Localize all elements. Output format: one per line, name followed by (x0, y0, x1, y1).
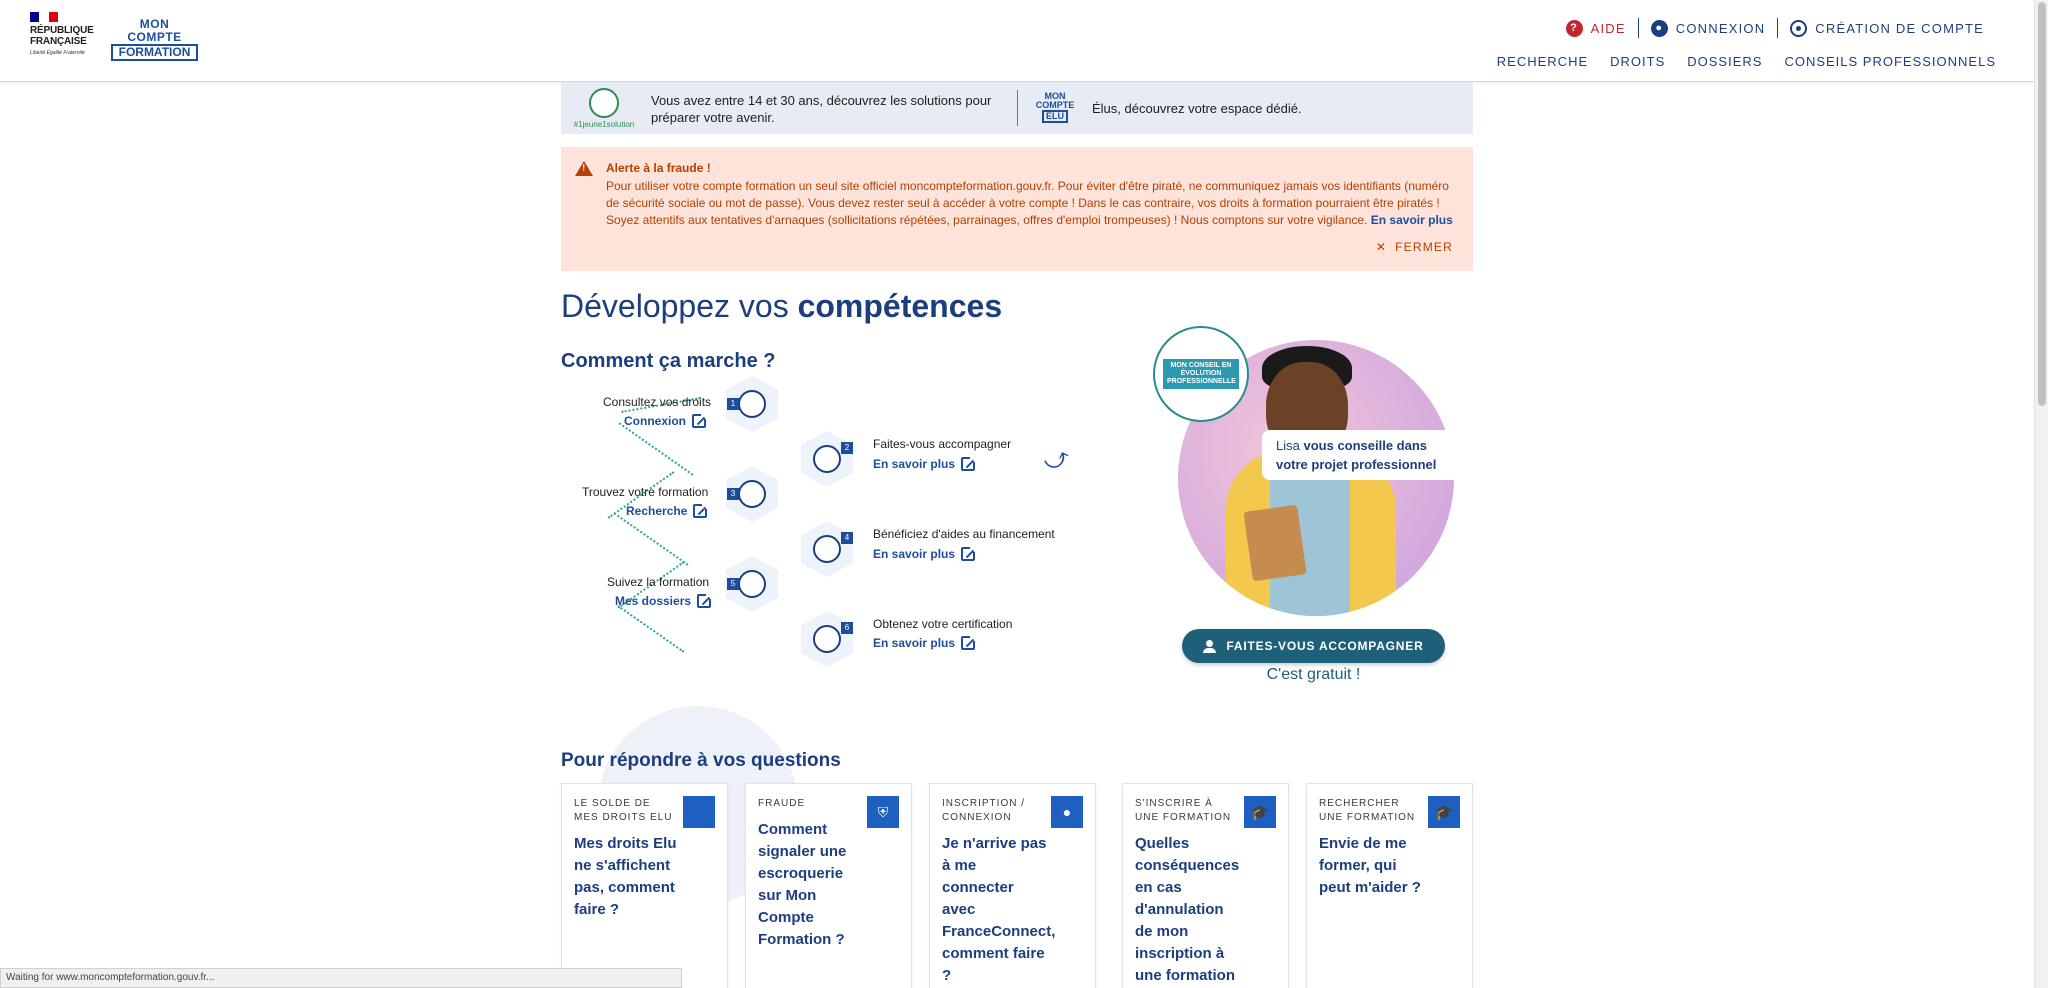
faites-vous-accompagner-button[interactable]: FAITES-VOUS ACCOMPAGNER (1182, 629, 1445, 663)
solde-icon (683, 796, 715, 828)
rf-motto: Liberté Égalité Fraternité (30, 50, 85, 56)
help-icon: ? (1566, 20, 1583, 37)
alert-body: Pour utiliser votre compte formation un seul site officiel moncompteformation.gouv.fr. Pour éviter d'être piraté, ne communiquez jamais vos identifiants (numéro de sécurité sociale ou mot de passe). Vous devez rester seul à accéder à votre compte ! Dans le cas contraire, vos droits à formation pourraient être piratés ! Soyez attentifs aux tentatives d'arnaques (sollicitations répétées, parrainages, offres d'emploi trompeuses) ! Nous comptons sur votre vigilance. En savoir plus (606, 179, 1453, 227)
1jeune1solution-logo[interactable]: #1jeune1solution (573, 88, 635, 129)
how-it-works-title: Comment ça marche ? (561, 350, 776, 372)
external-link-icon (961, 457, 975, 471)
step-4-label: Bénéficiez d'aides au financement (873, 527, 1055, 541)
page-scrollbar[interactable] (2034, 0, 2048, 988)
warning-icon (575, 161, 593, 176)
mon-compte-formation-logo[interactable]: MON COMPTE FORMATION (111, 18, 198, 62)
conseil-evolution-badge: MON CONSEIL EN ÉVOLUTION PROFESSIONNELLE (1153, 326, 1249, 422)
step-connector (614, 512, 689, 565)
external-link-icon (697, 594, 711, 608)
nav-recherche[interactable]: RECHERCHE (1496, 54, 1589, 69)
close-icon: ✕ (1375, 240, 1388, 254)
external-link-icon (961, 636, 975, 650)
step-4-icon (801, 521, 853, 577)
alert-learn-more-link[interactable]: En savoir plus (1370, 213, 1453, 227)
account-icon: ● (1651, 20, 1668, 37)
creation-compte-link[interactable]: CRÉATION DE COMPTE (1777, 18, 1996, 38)
step-connector (619, 422, 694, 475)
graduation-cap-icon: 🎓 (1244, 796, 1276, 828)
shield-icon: ⛨ (867, 796, 899, 828)
questions-title: Pour répondre à vos questions (561, 750, 841, 771)
rf-logo-text: RÉPUBLIQUE FRANÇAISE (30, 25, 94, 47)
faq-card[interactable]: S'INSCRIRE À UNE FORMATION Quelles conséquences en cas d'annulation de mon inscription à une formation 🎓 (1122, 783, 1289, 988)
step-4-link[interactable]: En savoir plus (873, 547, 975, 561)
external-link-icon (961, 547, 975, 561)
aide-link[interactable]: ? AIDE (1554, 18, 1638, 38)
scrollbar-thumb[interactable] (2038, 2, 2046, 406)
faq-card[interactable]: INSCRIPTION / CONNEXION Je n'arrive pas à me connecter avec FranceConnect, comment faire ? ● (929, 783, 1096, 988)
step-2-label: Faites-vous accompagner (873, 437, 1012, 451)
steps-diagram: 1 2 3 4 5 6 Consultez vos droits Connexion Faites-vous accompagner En savoir plus Trouvez votre formation Recherche Bénéficiez d'aides au financement En savoir plus Suivez la formation Mes dossiers Obtenez votre certification En savoir plus ⤻ (561, 376, 1101, 676)
external-link-icon (693, 504, 707, 518)
header-tools (1554, 18, 1996, 38)
step-2-icon (801, 431, 853, 487)
elu-banner-link[interactable]: Élus, découvrez votre espace dédié. (1092, 101, 1302, 116)
nav-conseils-professionnels[interactable]: CONSEILS PROFESSIONNELS (1784, 54, 1996, 69)
graduation-cap-icon: 🎓 (1428, 796, 1460, 828)
user-circle-icon (1790, 20, 1807, 37)
nav-droits[interactable]: DROITS (1610, 54, 1666, 69)
step-3-link[interactable]: Recherche (626, 504, 707, 518)
1jeune1solution-emblem-icon (589, 88, 619, 118)
fraud-alert (561, 147, 1473, 271)
alert-title: Alerte à la fraude ! (606, 161, 711, 175)
main-navigation (1497, 54, 1996, 69)
user-icon: ● (1051, 796, 1083, 828)
step-3-label: Trouvez votre formation (582, 485, 709, 499)
french-flag-icon (30, 12, 58, 22)
browser-status-bar: Waiting for www.moncompteformation.gouv.fr... (0, 968, 682, 988)
alert-close-button[interactable]: ✕ FERMER (1375, 240, 1453, 254)
faq-card[interactable]: LE SOLDE DE MES DROITS ELU Mes droits Elu ne s'affichent pas, comment faire ? (561, 783, 728, 988)
step-1-label: Consultez vos droits (603, 395, 712, 409)
step-connector (618, 605, 685, 653)
step-1-link[interactable]: Connexion (624, 414, 706, 428)
nav-dossiers[interactable]: DOSSIERS (1687, 54, 1763, 69)
step-6-icon (801, 611, 853, 667)
faq-cards (561, 783, 1473, 988)
step-6-link[interactable]: En savoir plus (873, 636, 975, 650)
connexion-link[interactable]: ● CONNEXION (1638, 18, 1778, 38)
step-5-link[interactable]: Mes dossiers (615, 594, 711, 608)
site-header (0, 0, 2034, 82)
person-icon (1203, 640, 1216, 653)
free-label: C'est gratuit ! (1266, 666, 1361, 683)
faq-card[interactable]: FRAUDE Comment signaler une escroquerie sur Mon Compte Formation ? ⛨ (745, 783, 912, 988)
advisor-bubble: Lisa vous conseille dans votre projet professionnel (1262, 430, 1472, 480)
mon-compte-elu-logo[interactable]: MON COMPTE ELU (1035, 91, 1075, 121)
step-2-link[interactable]: En savoir plus (873, 457, 975, 471)
republique-francaise-logo[interactable] (30, 12, 100, 72)
banner-divider (1017, 90, 1018, 126)
step-5-label: Suivez la formation (607, 575, 710, 589)
step-6-label: Obtenez votre certification (873, 617, 1013, 631)
arrow-icon: ⤻ (1039, 442, 1074, 477)
external-link-icon (692, 414, 706, 428)
youth-banner-link[interactable]: Vous avez entre 14 et 30 ans, découvrez les solutions pour préparer votre avenir. (651, 93, 992, 125)
page-title: Développez vos compétences (561, 288, 1003, 324)
faq-card[interactable]: RECHERCHER UNE FORMATION Envie de me former, qui peut m'aider ? 🎓 (1306, 783, 1473, 988)
youth-banner (561, 82, 1473, 134)
